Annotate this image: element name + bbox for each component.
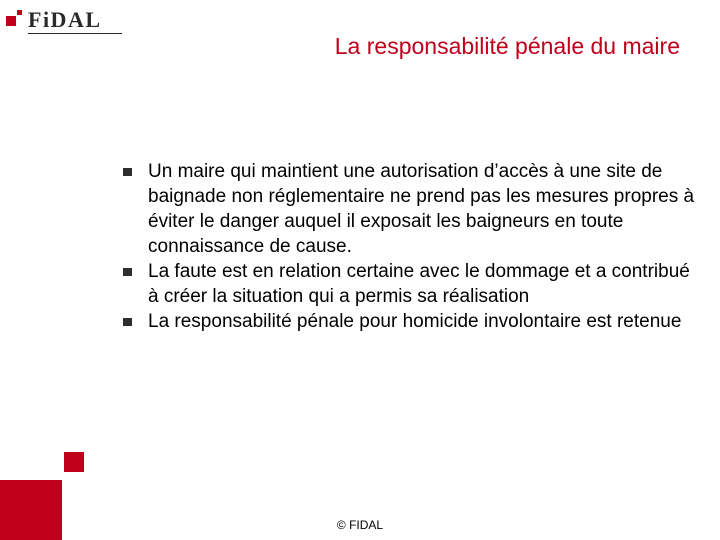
- bullet-square-icon: [123, 168, 132, 176]
- bullet-list: [123, 159, 703, 334]
- bullet-text: La responsabilité pénale pour homicide involontaire est retenue: [148, 311, 682, 332]
- logo-underline: [28, 33, 122, 34]
- bullet-item: [123, 309, 703, 334]
- bullet-item: [123, 259, 703, 309]
- bullet-text: Un maire qui maintient une autorisation d’accès à une site de baignade non réglementaire ne prend pas les mesures propres à éviter le danger auquel il exposait les baigneurs en toute connaissance de cause.: [148, 161, 695, 257]
- bullet-square-icon: [123, 318, 132, 326]
- decorative-square: [64, 452, 84, 472]
- logo-dot-icon: [17, 10, 22, 15]
- slide-title: La responsabilité pénale du maire: [334, 33, 680, 59]
- footer-copyright: © FIDAL: [336, 518, 384, 532]
- bullet-square-icon: [123, 268, 132, 276]
- decorative-block: [0, 480, 62, 540]
- bullet-item: [123, 159, 703, 259]
- bullet-text: La faute est en relation certaine avec le dommage et a contribué à créer la situation qui a permis sa réalisation: [148, 261, 690, 307]
- fidal-logo: [6, 6, 118, 32]
- logo-text: FiDAL: [28, 7, 102, 32]
- logo-square-icon: [6, 16, 16, 26]
